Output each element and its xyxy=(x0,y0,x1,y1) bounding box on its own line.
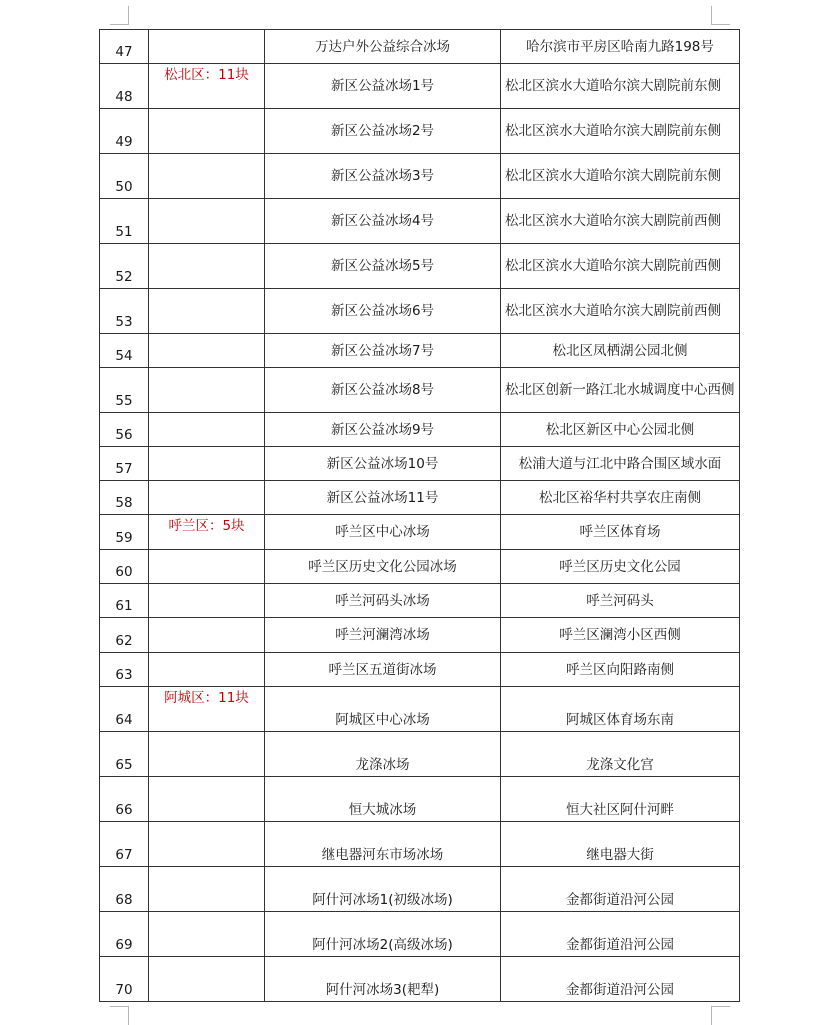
rink-address: 继电器大街 xyxy=(501,822,740,867)
table-row xyxy=(100,413,740,447)
district-cell xyxy=(149,368,265,413)
rink-address: 呼兰区澜湾小区西侧 xyxy=(501,618,740,653)
district-cell xyxy=(149,653,265,687)
table-row xyxy=(100,334,740,368)
district-cell xyxy=(149,289,265,334)
table-row xyxy=(100,732,740,777)
crop-mark-bottom-left xyxy=(110,1006,129,1025)
rink-address: 松北区新区中心公园北侧 xyxy=(501,413,740,447)
rink-name: 新区公益冰场2号 xyxy=(265,109,501,154)
district-cell xyxy=(149,154,265,199)
rink-name: 呼兰河澜湾冰场 xyxy=(265,618,501,653)
row-number: 69 xyxy=(100,912,149,957)
rink-name: 新区公益冰场11号 xyxy=(265,481,501,515)
rink-address: 龙涤文化宫 xyxy=(501,732,740,777)
rink-name: 新区公益冰场3号 xyxy=(265,154,501,199)
table-row xyxy=(100,481,740,515)
table-row xyxy=(100,550,740,584)
table-row xyxy=(100,109,740,154)
district-cell xyxy=(149,912,265,957)
rink-name: 恒大城冰场 xyxy=(265,777,501,822)
rink-name: 呼兰区五道街冰场 xyxy=(265,653,501,687)
rink-name: 新区公益冰场6号 xyxy=(265,289,501,334)
district-cell: 呼兰区：5块 xyxy=(149,515,265,550)
rink-name: 阿什河冰场3(耙犁) xyxy=(265,957,501,1002)
crop-mark-top-right xyxy=(711,6,730,25)
rink-name: 新区公益冰场1号 xyxy=(265,64,501,109)
row-number: 68 xyxy=(100,867,149,912)
row-number: 54 xyxy=(100,334,149,368)
district-cell xyxy=(149,199,265,244)
rink-name: 新区公益冰场8号 xyxy=(265,368,501,413)
row-number: 58 xyxy=(100,481,149,515)
row-number: 62 xyxy=(100,618,149,653)
rink-address: 松北区创新一路江北水城调度中心西侧 xyxy=(501,368,740,413)
district-cell xyxy=(149,822,265,867)
rink-name: 阿什河冰场2(高级冰场) xyxy=(265,912,501,957)
rink-name: 新区公益冰场5号 xyxy=(265,244,501,289)
district-cell xyxy=(149,867,265,912)
district-cell xyxy=(149,550,265,584)
rink-name: 继电器河东市场冰场 xyxy=(265,822,501,867)
rink-name: 呼兰区中心冰场 xyxy=(265,515,501,550)
row-number: 63 xyxy=(100,653,149,687)
rink-address: 阿城区体育场东南 xyxy=(501,687,740,732)
table-row xyxy=(100,515,740,550)
table-row xyxy=(100,584,740,618)
row-number: 64 xyxy=(100,687,149,732)
district-cell xyxy=(149,334,265,368)
ice-rink-table xyxy=(99,29,740,1002)
rink-address: 松北区凤栖湖公园北侧 xyxy=(501,334,740,368)
rink-address: 呼兰河码头 xyxy=(501,584,740,618)
district-cell xyxy=(149,957,265,1002)
row-number: 66 xyxy=(100,777,149,822)
row-number: 48 xyxy=(100,64,149,109)
table-row xyxy=(100,244,740,289)
row-number: 52 xyxy=(100,244,149,289)
row-number: 49 xyxy=(100,109,149,154)
rink-address: 松北区滨水大道哈尔滨大剧院前东侧 xyxy=(501,154,740,199)
row-number: 70 xyxy=(100,957,149,1002)
rink-address: 松北区裕华村共享农庄南侧 xyxy=(501,481,740,515)
district-cell xyxy=(149,732,265,777)
district-cell xyxy=(149,30,265,64)
row-number: 59 xyxy=(100,515,149,550)
rink-address: 呼兰区向阳路南侧 xyxy=(501,653,740,687)
table-row xyxy=(100,777,740,822)
row-number: 67 xyxy=(100,822,149,867)
rink-address: 金都街道沿河公园 xyxy=(501,957,740,1002)
crop-mark-bottom-right xyxy=(711,1006,730,1025)
rink-address: 哈尔滨市平房区哈南九路198号 xyxy=(501,30,740,64)
rink-address: 恒大社区阿什河畔 xyxy=(501,777,740,822)
district-cell xyxy=(149,244,265,289)
row-number: 47 xyxy=(100,30,149,64)
table-row xyxy=(100,822,740,867)
district-cell xyxy=(149,618,265,653)
table-row xyxy=(100,64,740,109)
district-cell xyxy=(149,109,265,154)
rink-address: 松北区滨水大道哈尔滨大剧院前西侧 xyxy=(501,289,740,334)
district-cell: 阿城区：11块 xyxy=(149,687,265,732)
row-number: 61 xyxy=(100,584,149,618)
rink-name: 万达户外公益综合冰场 xyxy=(265,30,501,64)
table-row xyxy=(100,289,740,334)
crop-mark-top-left xyxy=(110,6,129,25)
district-cell xyxy=(149,413,265,447)
rink-name: 阿什河冰场1(初级冰场) xyxy=(265,867,501,912)
row-number: 53 xyxy=(100,289,149,334)
row-number: 51 xyxy=(100,199,149,244)
rink-address: 松北区滨水大道哈尔滨大剧院前西侧 xyxy=(501,199,740,244)
rink-address: 松北区滨水大道哈尔滨大剧院前西侧 xyxy=(501,244,740,289)
rink-address: 呼兰区历史文化公园 xyxy=(501,550,740,584)
table-row xyxy=(100,618,740,653)
district-cell xyxy=(149,584,265,618)
table-row xyxy=(100,687,740,732)
district-cell xyxy=(149,481,265,515)
district-cell xyxy=(149,447,265,481)
rink-name: 新区公益冰场4号 xyxy=(265,199,501,244)
row-number: 50 xyxy=(100,154,149,199)
rink-address: 金都街道沿河公园 xyxy=(501,867,740,912)
rink-name: 新区公益冰场9号 xyxy=(265,413,501,447)
district-cell xyxy=(149,777,265,822)
rink-address: 呼兰区体育场 xyxy=(501,515,740,550)
rink-name: 龙涤冰场 xyxy=(265,732,501,777)
table-row xyxy=(100,199,740,244)
rink-address: 松浦大道与江北中路合围区域水面 xyxy=(501,447,740,481)
rink-address: 金都街道沿河公园 xyxy=(501,912,740,957)
table-row xyxy=(100,368,740,413)
row-number: 56 xyxy=(100,413,149,447)
table-row xyxy=(100,912,740,957)
rink-name: 呼兰区历史文化公园冰场 xyxy=(265,550,501,584)
table-row xyxy=(100,653,740,687)
rink-name: 阿城区中心冰场 xyxy=(265,687,501,732)
row-number: 55 xyxy=(100,368,149,413)
rink-name: 新区公益冰场10号 xyxy=(265,447,501,481)
rink-address: 松北区滨水大道哈尔滨大剧院前东侧 xyxy=(501,109,740,154)
rink-address: 松北区滨水大道哈尔滨大剧院前东侧 xyxy=(501,64,740,109)
district-cell: 松北区：11块 xyxy=(149,64,265,109)
table-row xyxy=(100,154,740,199)
table-row xyxy=(100,447,740,481)
rink-name: 新区公益冰场7号 xyxy=(265,334,501,368)
rink-name: 呼兰河码头冰场 xyxy=(265,584,501,618)
row-number: 57 xyxy=(100,447,149,481)
table-row xyxy=(100,957,740,1002)
table-row xyxy=(100,30,740,64)
table-row xyxy=(100,867,740,912)
row-number: 60 xyxy=(100,550,149,584)
row-number: 65 xyxy=(100,732,149,777)
